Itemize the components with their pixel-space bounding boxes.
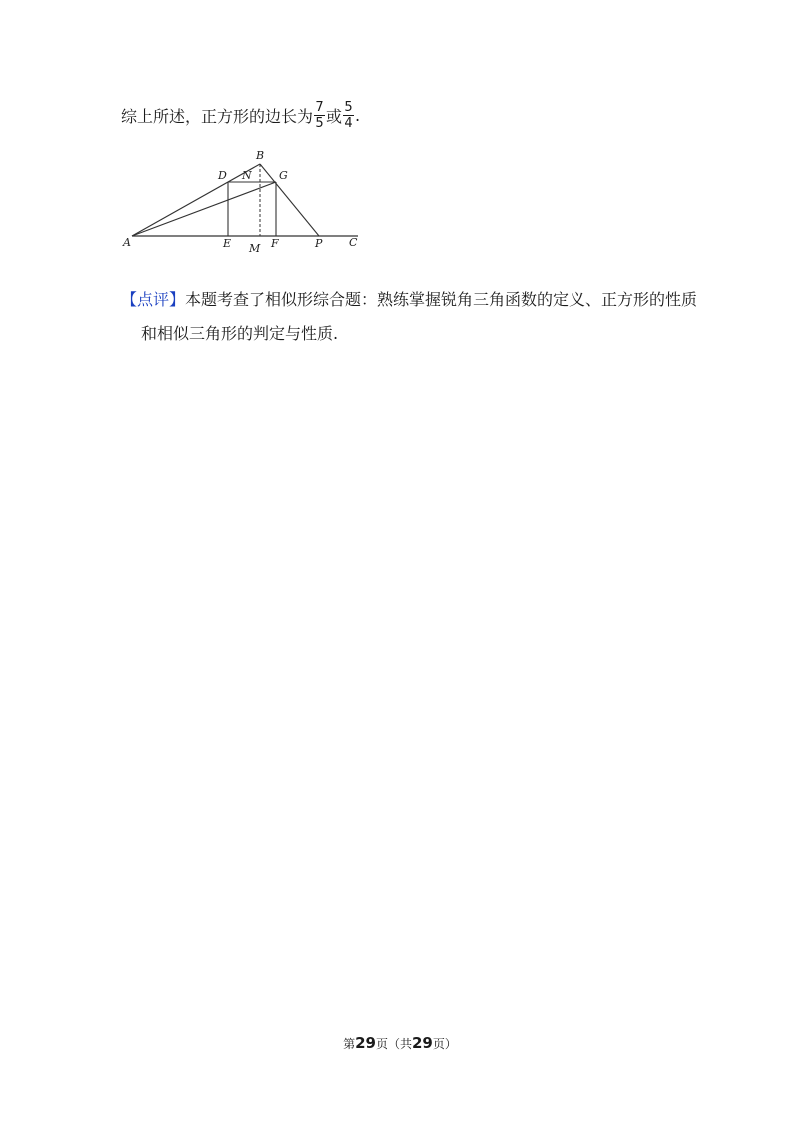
label-A: A	[123, 236, 131, 249]
line-AB	[132, 164, 260, 236]
label-B: B	[256, 149, 265, 162]
fraction-numerator: 5	[344, 100, 353, 115]
conclusion-or: 或	[326, 107, 343, 126]
footer-suffix: 页）	[432, 1037, 457, 1051]
label-C: C	[349, 236, 358, 249]
geometry-diagram	[120, 146, 365, 261]
footer-page-number: 29	[355, 1034, 376, 1052]
label-G: G	[279, 169, 288, 182]
fraction-five-fourths	[343, 100, 354, 131]
conclusion-line	[121, 100, 360, 131]
footer-prefix: 第	[343, 1037, 356, 1051]
label-D: D	[218, 169, 227, 182]
fraction-seven-fifths	[314, 100, 325, 131]
conclusion-suffix: .	[355, 106, 361, 125]
line-AG	[132, 182, 276, 236]
conclusion-prefix: 综上所述，正方形的边长为	[121, 107, 314, 126]
label-E: E	[223, 237, 232, 250]
line-BP	[260, 164, 319, 236]
label-P: P	[315, 237, 323, 250]
comment-block	[121, 287, 721, 347]
footer-total-pages: 29	[412, 1034, 433, 1052]
page-footer	[0, 1034, 800, 1052]
footer-middle: 页（共	[375, 1037, 412, 1051]
label-M: M	[249, 242, 261, 255]
comment-line-2: 和相似三角形的判定与性质.	[141, 324, 339, 343]
label-N: N	[242, 169, 252, 182]
comment-tag: 【点评】	[121, 290, 186, 309]
fraction-numerator: 7	[315, 100, 324, 115]
geometry-figure	[120, 146, 365, 261]
fraction-denominator: 5	[315, 116, 324, 131]
label-F: F	[271, 237, 279, 250]
comment-line-1: 本题考查了相似形综合题：熟练掌握锐角三角函数的定义、正方形的性质	[185, 290, 698, 309]
fraction-denominator: 4	[344, 116, 353, 131]
